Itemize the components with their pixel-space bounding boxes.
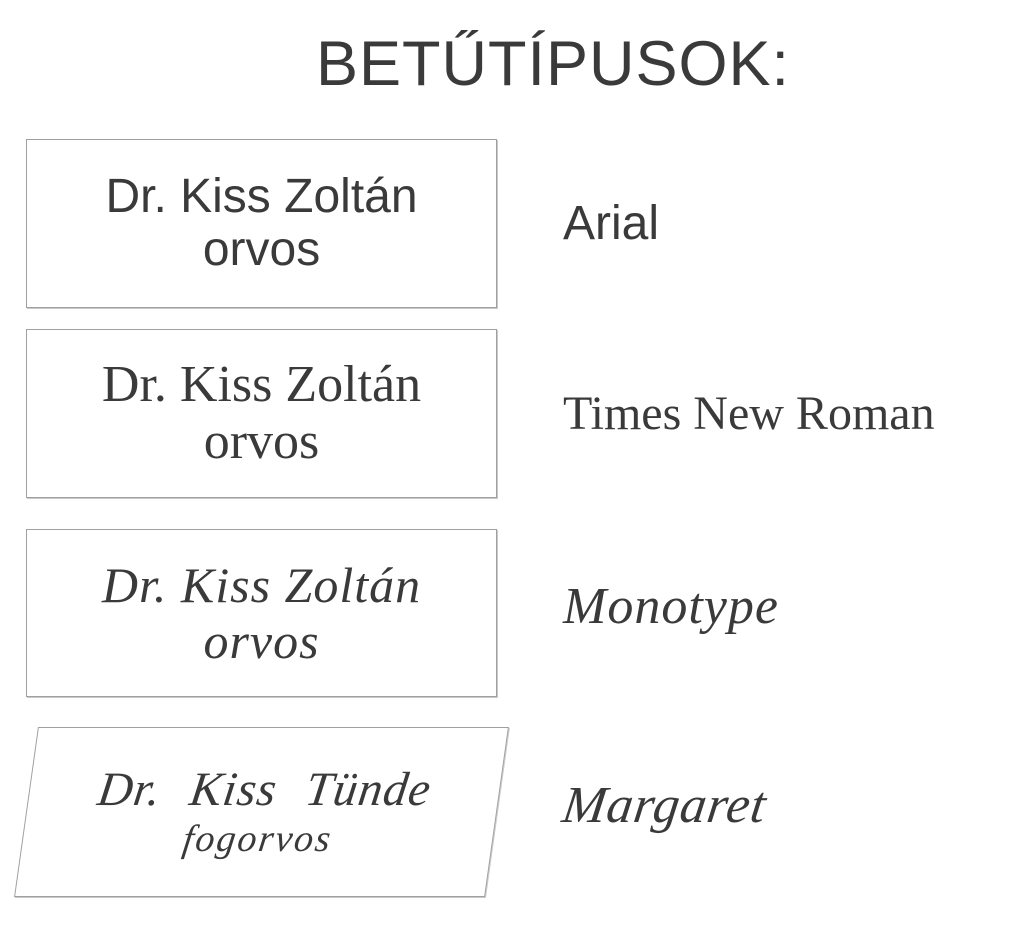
font-name-label-arial: Arial: [563, 197, 660, 250]
font-name-label-margaret: Margaret: [558, 776, 771, 834]
sample-name-line: Dr. Kiss Zoltán: [101, 356, 422, 414]
sample-name-line: Dr. Kiss Tünde: [94, 762, 435, 816]
sample-profession-line: fogorvos: [180, 817, 336, 860]
sample-profession-line: orvos: [203, 412, 320, 470]
font-name-label-monotype: Monotype: [563, 577, 779, 635]
sample-profession-line: orvos: [202, 222, 321, 276]
page-title: BETŰTÍPUSOK:: [315, 29, 791, 99]
font-sample-box-margaret: [14, 727, 509, 897]
font-name-label-times-new-roman: Times New Roman: [563, 387, 935, 440]
font-sample-box-monotype: [26, 529, 497, 697]
sample-profession-line: orvos: [203, 613, 320, 669]
sample-name-line: Dr. Kiss Zoltán: [105, 169, 418, 223]
sample-name-line: Dr. Kiss Zoltán: [101, 557, 422, 613]
font-sample-box-arial: [26, 139, 497, 308]
font-sample-box-times-new-roman: [26, 329, 497, 498]
